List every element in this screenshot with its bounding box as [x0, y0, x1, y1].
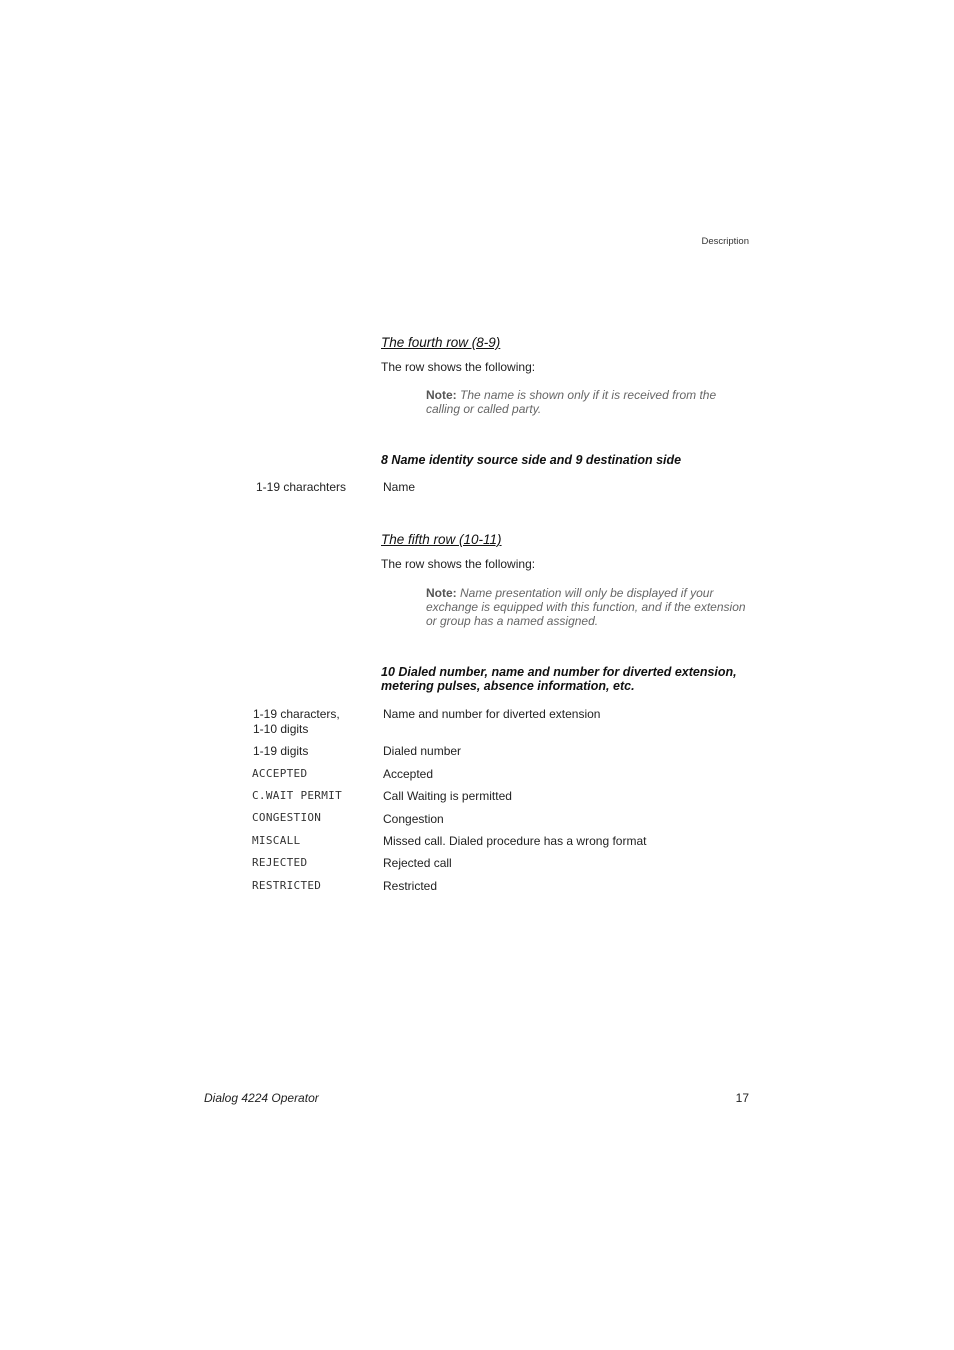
note-label: Note:: [426, 388, 457, 402]
table-row-right: Dialed number: [383, 744, 462, 758]
subheading-dialed-number: 10 Dialed number, name and number for diverted extension, metering pulses, absence information, etc.: [381, 665, 737, 693]
table-row-left: 1-19 digits: [253, 744, 309, 758]
footer-page-number: 17: [735, 1091, 749, 1105]
note-fourth-row: [426, 388, 746, 416]
table-row-right: Name and number for diverted extension: [383, 707, 601, 721]
section-intro-fourth-row: The row shows the following:: [381, 360, 536, 374]
table-row-left: C.WAIT PERMIT: [252, 789, 342, 802]
section-title-fifth-row: The fifth row (10-11): [381, 532, 502, 547]
footer-document-title: Dialog 4224 Operator: [204, 1091, 319, 1105]
note-text: The name is shown only if it is received from the calling or called party.: [426, 388, 717, 416]
table-row-left: REJECTED: [252, 856, 308, 869]
table-row-right: Congestion: [383, 812, 444, 826]
table-row-right: Name: [383, 480, 416, 494]
table-row-left: ACCEPTED: [252, 767, 308, 780]
subheading-name-identity: 8 Name identity source side and 9 destination side: [381, 453, 682, 467]
table-row-right: Restricted: [383, 879, 438, 893]
running-header: Description: [701, 236, 749, 247]
table-row-right: Missed call. Dialed procedure has a wrong format: [383, 834, 647, 848]
note-text: Name presentation will only be displayed if your exchange is equipped with this function, and if the extension or group has a named assigned.: [426, 586, 746, 628]
note-fifth-row: [426, 586, 746, 628]
table-row-left: CONGESTION: [252, 811, 322, 824]
section-title-fourth-row: The fourth row (8-9): [381, 335, 501, 350]
note-label: Note:: [426, 586, 457, 600]
table-row-left: 1-19 characters, 1-10 digits: [253, 707, 340, 736]
table-row-right: Accepted: [383, 767, 434, 781]
table-row-right: Rejected call: [383, 856, 452, 870]
table-row-left: 1-19 charachters: [256, 480, 347, 494]
table-row-right: Call Waiting is permitted: [383, 789, 512, 803]
section-intro-fifth-row: The row shows the following:: [381, 557, 536, 571]
table-row-left: RESTRICTED: [252, 879, 322, 892]
table-row-left: MISCALL: [252, 834, 301, 847]
